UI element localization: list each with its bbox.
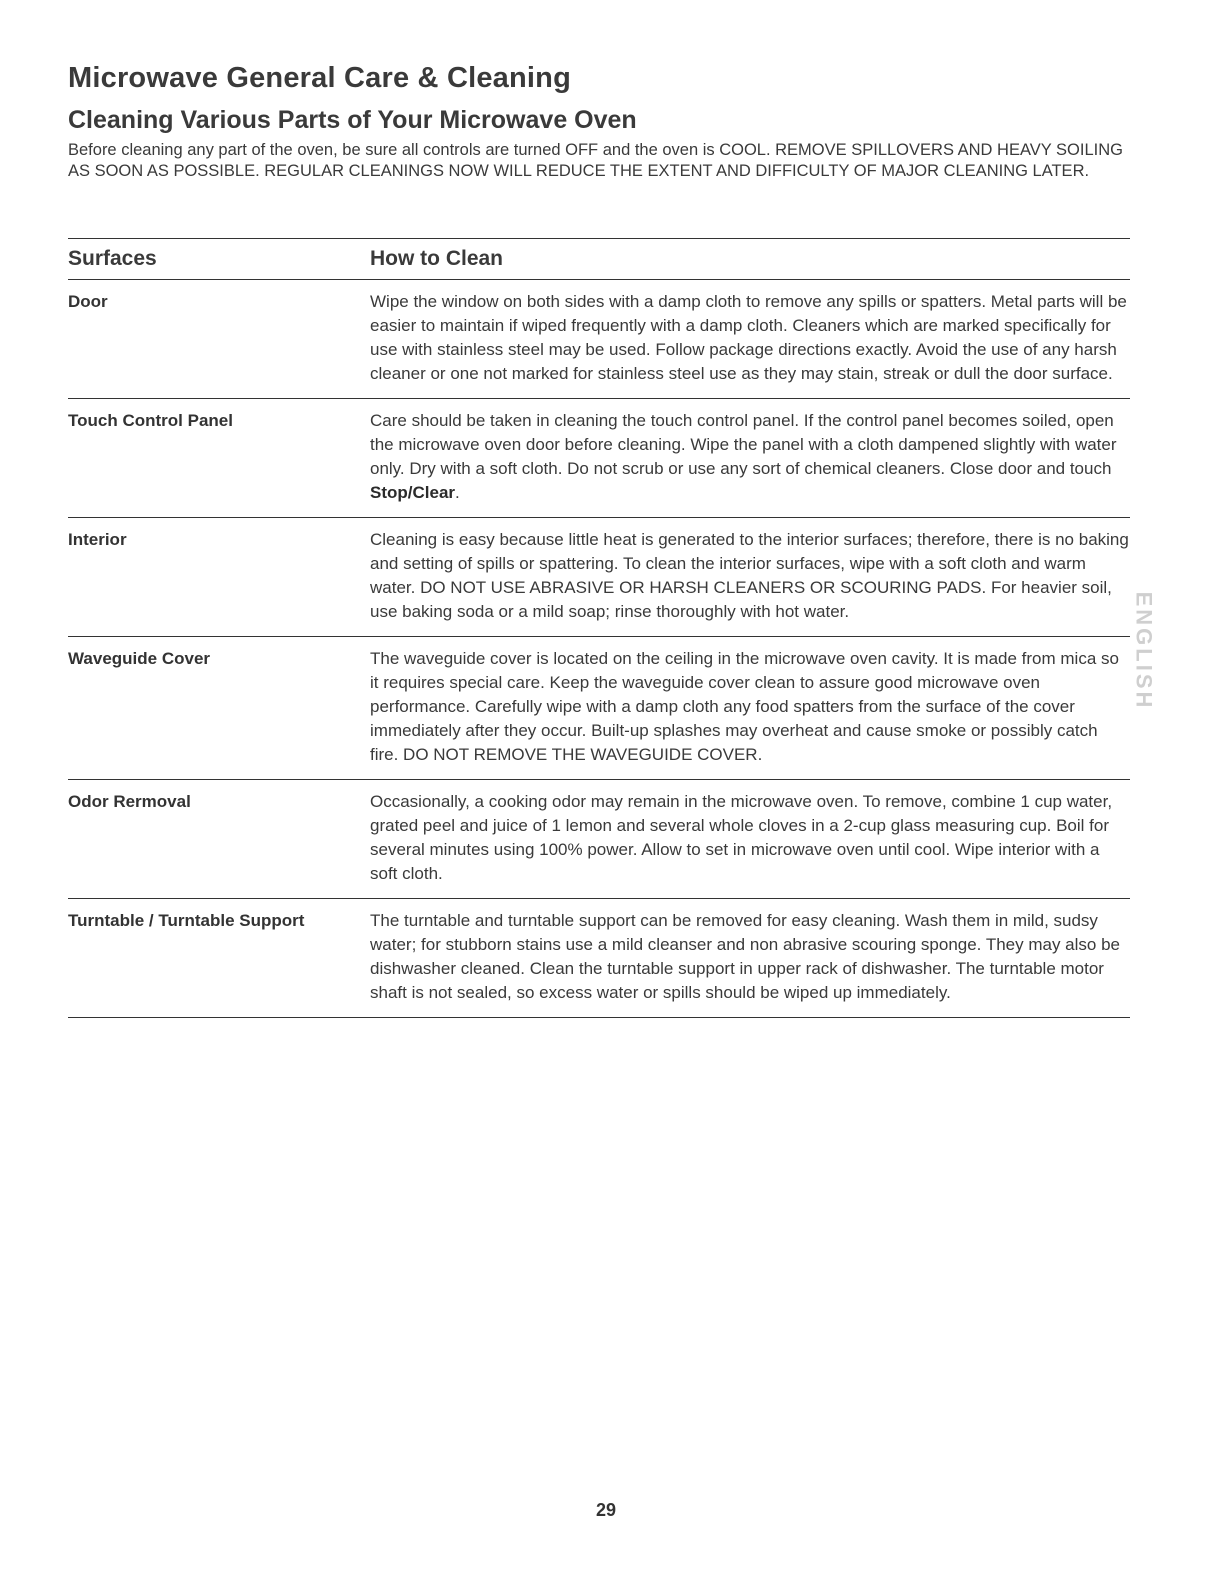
column-header-surfaces: Surfaces: [68, 247, 157, 270]
table-header: [68, 238, 1130, 280]
cleaning-instructions: Occasionally, a cooking odor may remain in the microwave oven. To remove, combine 1 cup water, grated peel and juice of 1 lemon and several whole cloves in a 2-cup glass measuring cup. Boil for several minutes using 100% power. Allow to set in microwave oven until cool. Wipe interior with a soft cloth.: [370, 792, 1113, 883]
cleaning-instructions: The turntable and turntable support can be removed for easy cleaning. Wash them in mild, sudsy water; for stubborn stains use a mild cleanser and non abrasive scouring sponge. They may also be dishwasher cleaned. Clean the turntable support in upper rack of dishwasher. The turntable motor shaft is not sealed, so excess water or spills should be wiped up immediately.: [370, 911, 1120, 1002]
table-row: [68, 899, 1130, 1018]
surface-label: Interior: [68, 530, 127, 549]
table-row: [68, 399, 1130, 518]
page-subtitle: Cleaning Various Parts of Your Microwave Oven: [68, 106, 637, 134]
instructions-text: Care should be taken in cleaning the touch control panel. If the control panel becomes soiled, open the microwave oven door before cleaning. Wipe the panel with a cloth dampened slightly with water only. Dry with a soft cloth. Do not scrub or use any sort of chemical cleaners. Close door and touch: [370, 411, 1117, 478]
cleaning-instructions: Wipe the window on both sides with a damp cloth to remove any spills or spatters. Metal parts will be easier to maintain if wiped frequently with a damp cloth. Cleaners which are marked specifically for use with stainless steel may be used. Follow package directions exactly. Avoid the use of any harsh cleaner or one not marked for stainless steel use as they may stain, streak or dull the door surface.: [370, 292, 1127, 383]
stop-clear-key-name: Stop/Clear: [370, 483, 456, 502]
surface-label: Door: [68, 292, 108, 311]
table-row: [68, 280, 1130, 399]
cleaning-instructions: The waveguide cover is located on the ceiling in the microwave oven cavity. It is made from mica so it requires special care. Keep the waveguide cover clean to assure good microwave oven performance. Carefully wipe with a damp cloth any food spatters from the surface of the cover immediately after they occur. Built-up splashes may overheat and cause smoke or possibly catch fire. DO NOT REMOVE THE WAVEGUIDE COVER.: [370, 649, 1119, 764]
surface-label: Odor Rermoval: [68, 792, 191, 811]
table-row: [68, 780, 1130, 899]
table-row: [68, 637, 1130, 780]
surface-label: Waveguide Cover: [68, 649, 211, 668]
surface-label: Touch Control Panel: [68, 411, 233, 430]
column-header-how-to-clean: How to Clean: [370, 247, 504, 270]
cleaning-instructions: [370, 409, 1130, 505]
page-number: 29: [595, 1500, 617, 1520]
surface-label: Turntable / Turntable Support: [68, 911, 305, 930]
cleaning-table: [68, 238, 1130, 1018]
intro-paragraph: Before cleaning any part of the oven, be sure all controls are turned OFF and the oven is COOL. REMOVE SPILLOVERS AND HEAVY SOILING AS SOON AS POSSIBLE. REGULAR CLEANINGS NOW WILL REDUCE THE EXTENT AND DIFFICULTY OF MAJOR CLEANING LATER.: [68, 141, 1123, 180]
table-row: [68, 518, 1130, 637]
instructions-end: .: [455, 483, 460, 502]
language-side-tab: [1128, 586, 1158, 716]
language-side-tab-label: ENGLISH: [1131, 591, 1157, 711]
page-title: Microwave General Care & Cleaning: [68, 62, 571, 94]
cleaning-instructions: Cleaning is easy because little heat is generated to the interior surfaces; therefore, there is no baking and setting of spills or spattering. To clean the interior surfaces, wipe with a soft cloth and warm water. DO NOT USE ABRASIVE OR HARSH CLEANERS OR SCOURING PADS. For heavier soil, use baking soda or a mild soap; rinse thoroughly with hot water.: [370, 530, 1129, 621]
